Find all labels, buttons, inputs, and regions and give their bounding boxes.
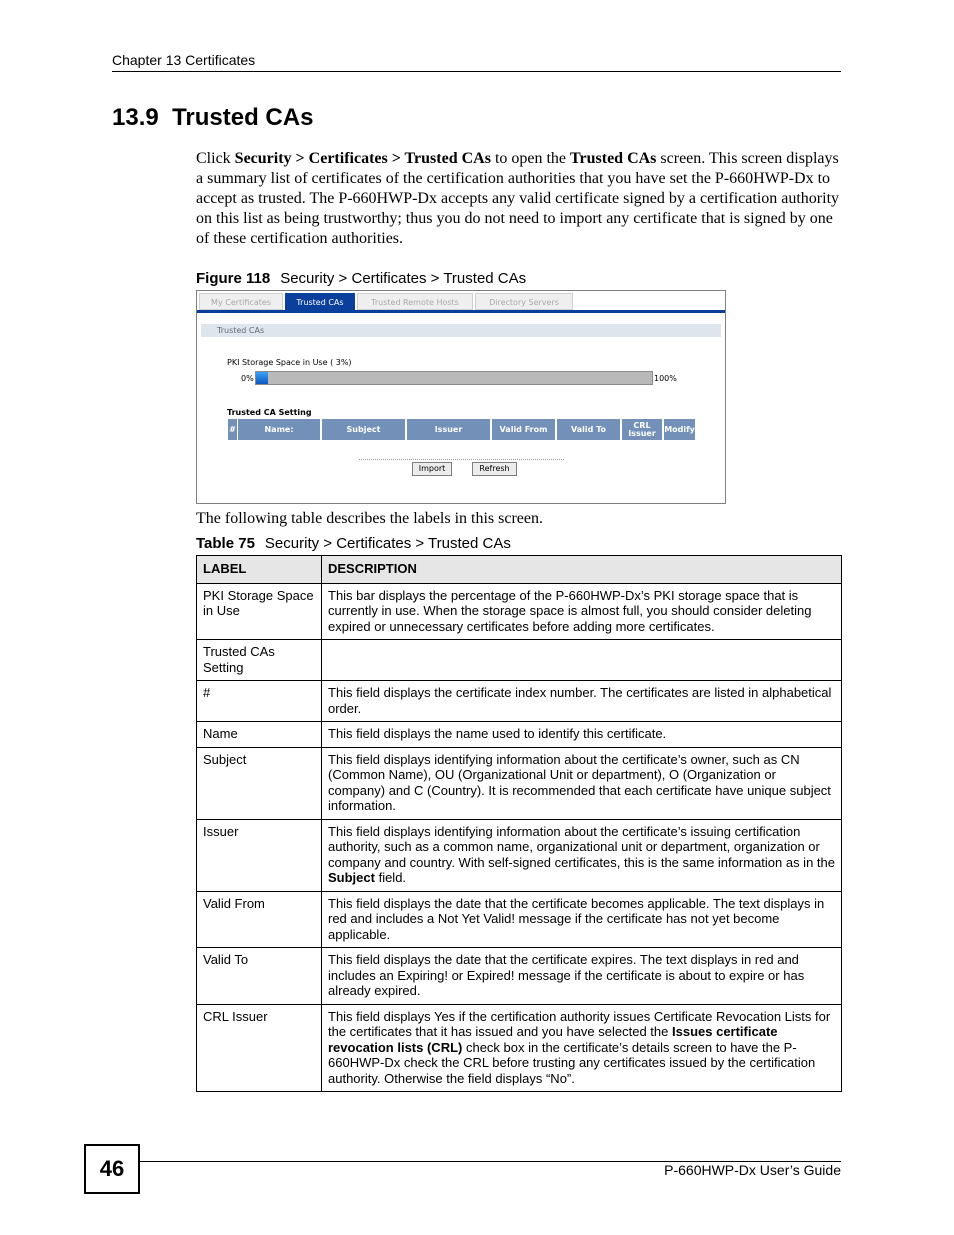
header-description: DESCRIPTION xyxy=(322,556,842,584)
row-label: Valid From xyxy=(197,891,322,948)
chapter-header: Chapter 13 Certificates xyxy=(112,52,256,68)
section-header-label: Trusted CAs xyxy=(217,326,265,335)
figure-caption xyxy=(196,270,526,287)
section-header-bar xyxy=(201,324,721,337)
row-description-text: This field displays identifying information about the certificate’s issuing certification authority, such as a common name, organizational unit or department, organization or company and country. With self-signed certificates, this is the same information as in the xyxy=(328,823,835,870)
row-description: This field displays the certificate index number. The certificates are listed in alphabetical order. xyxy=(322,681,842,722)
table-row xyxy=(197,681,842,722)
footer-guide-title: P-660HWP-Dx User’s Guide xyxy=(664,1162,841,1178)
row-label: Trusted CAs Setting xyxy=(197,640,322,681)
table-row xyxy=(197,891,842,948)
tab-trusted-remote-hosts[interactable]: Trusted Remote Hosts xyxy=(357,293,473,310)
row-label: Valid To xyxy=(197,948,322,1005)
row-label: Issuer xyxy=(197,819,322,891)
row-label: # xyxy=(197,681,322,722)
header-rule xyxy=(112,71,841,72)
row-description: This field displays the date that the certificate expires. The text displays in red and includes an Expiring! or Expired! message if the certificate is about to expire or has already expired. xyxy=(322,948,842,1005)
row-label: CRL Issuer xyxy=(197,1004,322,1092)
row-description xyxy=(322,640,842,681)
table-caption xyxy=(196,535,511,552)
button-separator xyxy=(359,459,564,460)
figure-caption-text: Security > Certificates > Trusted CAs xyxy=(280,270,527,287)
row-description: This field displays the name used to identify this certificate. xyxy=(322,722,842,748)
storage-min-label: 0% xyxy=(241,374,254,383)
table-row xyxy=(197,583,842,640)
intro-text-2: to open the xyxy=(490,150,571,167)
description-table xyxy=(196,555,842,1092)
table-row xyxy=(197,948,842,1005)
import-button[interactable]: Import xyxy=(412,462,452,476)
row-description-text: field. xyxy=(374,870,407,885)
tab-my-certificates[interactable]: My Certificates xyxy=(199,293,283,310)
ca-setting-label: Trusted CA Setting xyxy=(227,408,312,417)
table-row xyxy=(197,747,842,819)
column-crl-issuer: CRL Issuer xyxy=(622,419,662,440)
table-label: Table 75 xyxy=(196,535,255,552)
row-description-bold: Subject xyxy=(328,870,375,885)
header-label: LABEL xyxy=(197,556,322,584)
row-label: Subject xyxy=(197,747,322,819)
intro-bold-menu-path: Security > Certificates > Trusted CAs xyxy=(234,150,491,167)
table-header-row xyxy=(197,556,842,584)
row-description-text: check box in the certificate’s details screen to have the P-660HWP-Dx check the CRL before trusting any certificates issued by the certification authority. Otherwise the field displays “No”. xyxy=(328,1039,816,1086)
tab-underline xyxy=(197,310,725,313)
intro-bold-screen-name: Trusted CAs xyxy=(570,150,657,167)
row-description: This bar displays the percentage of the P-660HWP-Dx’s PKI storage space that is currently in use. When the storage space is almost full, you should consider deleting expired or unnecessary certificates before adding more certificates. xyxy=(322,583,842,640)
refresh-button[interactable]: Refresh xyxy=(472,462,517,476)
table-row xyxy=(197,1004,842,1092)
table-intro: The following table describes the labels in this screen. xyxy=(196,510,544,527)
table-row xyxy=(197,640,842,681)
storage-max-label: 100% xyxy=(654,374,677,383)
row-label: Name xyxy=(197,722,322,748)
storage-progress-fill xyxy=(256,372,268,384)
column-valid-to: Valid To xyxy=(557,419,620,440)
section-title xyxy=(112,104,313,132)
row-description: This field displays identifying information about the certificate’s owner, such as CN (Common Name), OU (Organizational Unit or department), O (Organization or company) and C (Country). It is recommended that each certificate have unique subject information. xyxy=(322,747,842,819)
row-description-text: This field displays Yes if the certification authority issues Certificate Revocation Lists for the certificates that it has issued and you have selected the xyxy=(328,1008,831,1039)
tab-trusted-cas[interactable]: Trusted CAs xyxy=(285,293,355,310)
table-caption-text: Security > Certificates > Trusted CAs xyxy=(264,535,511,552)
column-subject: Subject xyxy=(322,419,405,440)
section-number: 13.9 xyxy=(112,104,159,131)
pki-storage-label: PKI Storage Space in Use ( 3%) xyxy=(227,358,352,367)
table-row xyxy=(197,722,842,748)
row-description xyxy=(322,819,842,891)
intro-text-3: screen. This screen displays a summary list of certificates of the certification authorities that you have set the P-660HWP-Dx to accept as trusted. The P-660HWP-Dx accepts any valid certificate signed by a certification authority on this list as being trustworthy; thus you do not need to import any certificate that is signed by one of these certification authorities. xyxy=(196,150,840,247)
row-label: PKI Storage Space in Use xyxy=(197,583,322,640)
table-row xyxy=(197,819,842,891)
column-modify: Modify xyxy=(664,419,695,440)
page-number: 46 xyxy=(84,1144,140,1194)
row-description-bold: Issues certificate revocation lists (CRL) xyxy=(328,1024,778,1055)
row-description: This field displays the date that the certificate becomes applicable. The text displays in red and includes a Not Yet Valid! message if the certificate has not yet become applicable. xyxy=(322,891,842,948)
column-index: # xyxy=(228,419,237,440)
column-issuer: Issuer xyxy=(407,419,490,440)
row-description xyxy=(322,1004,842,1092)
section-title-text: Trusted CAs xyxy=(172,104,314,131)
tab-directory-servers[interactable]: Directory Servers xyxy=(475,293,573,310)
intro-paragraph xyxy=(196,149,841,249)
storage-progress-bar xyxy=(255,371,653,385)
column-name: Name: xyxy=(238,419,320,440)
screenshot-figure xyxy=(196,290,726,504)
intro-text-1: Click xyxy=(196,150,235,167)
column-valid-from: Valid From xyxy=(492,419,555,440)
figure-label: Figure 118 xyxy=(196,270,271,287)
